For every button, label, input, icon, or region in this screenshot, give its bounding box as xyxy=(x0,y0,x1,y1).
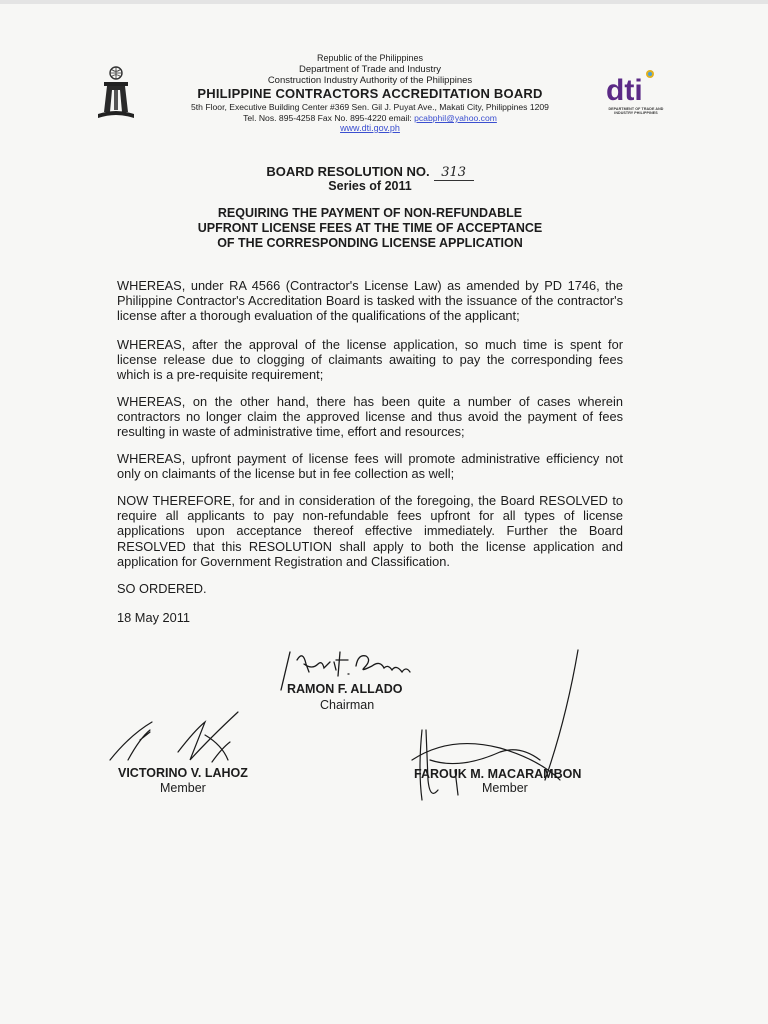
header-board-name: PHILIPPINE CONTRACTORS ACCREDITATION BOARD xyxy=(197,86,543,101)
resolution-date: 18 May 2011 xyxy=(117,610,191,625)
resolution-subject xyxy=(160,206,580,251)
member1-name: VICTORINO V. LAHOZ xyxy=(118,766,248,780)
header-department: Department of Trade and Industry xyxy=(298,64,442,75)
whereas-paragraph-4: WHEREAS, upfront payment of license fees will promote administrative efficiency not only on claimants of the license but in fee collection as well; xyxy=(117,451,623,482)
header-contact xyxy=(140,113,600,123)
subject-line-3: OF THE CORRESPONDING LICENSE APPLICATION xyxy=(217,236,523,250)
header-republic: Republic of the Philippines xyxy=(316,53,424,63)
cia-seal-logo xyxy=(96,64,136,120)
header-address: 5th Floor, Executive Building Center #369 Sen. Gil J. Puyat Ave., Makati City, Philippines 1209 xyxy=(191,102,549,112)
header-authority: Construction Industry Authority of the Philippines xyxy=(267,75,473,86)
whereas-paragraph-3: WHEREAS, on the other hand, there has been quite a number of cases wherein contractors no longer claim the approved license and thus avoid the payment of fees resulting in waste of administrative time, effort and resources; xyxy=(117,394,623,440)
chairman-name: RAMON F. ALLADO xyxy=(287,682,403,696)
resolved-paragraph: NOW THEREFORE, for and in consideration of the foregoing, the Board RESOLVED to require all applicants to pay non-refundable fees upfront for all types of license applications upon acceptance thereof effective immediately. Further the Board RESOLVED that this RESOLUTION shall apply to both the license application and application for Government Registration and Classification. xyxy=(117,493,623,569)
dti-logo-subtext: DEPARTMENT OF TRADE AND INDUSTRY PHILIPPINES xyxy=(608,107,664,116)
email-link[interactable]: pcabphil@yahoo.com xyxy=(414,113,497,123)
scan-edge xyxy=(0,0,768,4)
resolution-number: 313 xyxy=(434,165,474,181)
dti-logo-text: dti xyxy=(606,74,643,107)
website-link[interactable]: www.dti.gov.ph xyxy=(340,123,400,133)
member1-signature xyxy=(110,712,238,762)
subject-line-1: REQUIRING THE PAYMENT OF NON-REFUNDABLE xyxy=(217,206,523,220)
member2-name: FAROUK M. MACARAMBON xyxy=(414,767,582,781)
member1-role: Member xyxy=(160,781,206,795)
whereas-paragraph-2: WHEREAS, after the approval of the license application, so much time is spent for license release due to clogging of claimants awaiting to pay the corresponding fees which is a pre-requisite requirement; xyxy=(117,337,623,383)
subject-line-2: UPFRONT LICENSE FEES AT THE TIME OF ACCEPTANCE xyxy=(197,221,543,235)
chairman-role: Chairman xyxy=(320,698,375,712)
so-ordered: SO ORDERED. xyxy=(117,581,207,596)
member2-role: Member xyxy=(482,781,528,795)
resolution-title-text: BOARD RESOLUTION NO. xyxy=(266,164,430,179)
whereas-paragraph-1: WHEREAS, under RA 4566 (Contractor's License Law) as amended by PD 1746, the Philippine Contractor's Accreditation Board is tasked with the issuance of the contractor's license after a thorough evaluation of the qualifications of the applicant; xyxy=(117,278,623,324)
contact-numbers: Tel. Nos. 895-4258 Fax No. 895-4220 email: xyxy=(243,113,415,123)
resolution-series: Series of 2011 xyxy=(328,179,412,193)
